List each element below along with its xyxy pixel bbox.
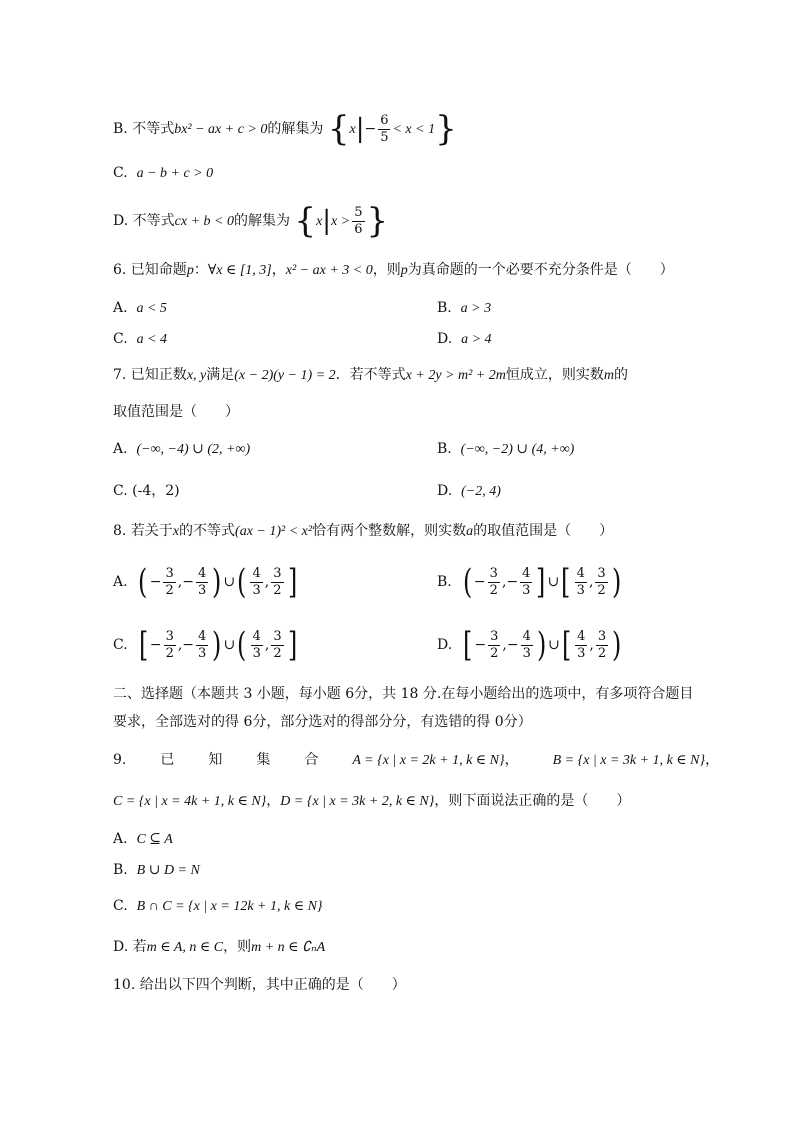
q9-option-a: A. C ⊆ A — [113, 831, 173, 847]
section-2-heading: 二、选择题（本题共 3 小题，每小题 6分，共 18 分.在每小题给出的选项中，有多项符合题目 — [113, 686, 694, 702]
q7-option-d: D. (−2, 4) — [437, 483, 501, 499]
q5-option-c: C. a − b + c > 0 — [113, 165, 214, 181]
fraction: $\frac{6}{5}$ — [380, 112, 389, 145]
q7-option-a: A. (−∞, −4) ∪ (2, +∞) — [113, 441, 251, 457]
question-7-line2: 取值范围是（ ） — [113, 404, 239, 420]
question-9: 9. 已 知 集 合 A = {x | x = 2k + 1, k ∈ N}， B = {x | x = 3k + 1, k ∈ N}， — [113, 752, 720, 768]
q6-option-a: A. a < 5 — [113, 300, 167, 316]
q6-option-c: C. a < 4 — [113, 331, 168, 347]
section-2-heading-line2: 要求，全部选对的得 6分，部分选对的得部分分，有选错的得 0分） — [113, 714, 532, 730]
question-10: 10. 给出以下四个判断，其中正确的是（ ） — [113, 977, 406, 993]
q7-option-c: C. (-4，2) — [113, 483, 180, 499]
question-7: 7. 已知正数x, y满足(x − 2)(y − 1) = 2．若不等式x + 2y > m² + 2m恒成立，则实数m的 — [113, 367, 628, 383]
q5-option-b: B. 不等式bx² − ax + c > 0的解集为 {x|− $\frac{6}{5}$ < x < 1} — [113, 109, 457, 149]
q9-option-c: C. B ∩ C = {x | x = 12k + 1, k ∈ N} — [113, 898, 323, 914]
q8-option-b: B. ( − $\frac{3}{2}$ ,− $\frac{4}{3}$ ] ∪[ $\frac{4}{3}$ , $\frac{3}{2}$ ) — [437, 562, 621, 602]
q5-option-d: D. 不等式cx + b < 0的解集为 {x|x > $\frac{5}{6}$ } — [113, 201, 389, 241]
q8-option-d: D. [ − $\frac{3}{2}$ ,− $\frac{4}{3}$ ) ∪[ $\frac{4}{3}$ , $\frac{3}{2}$ ) — [437, 625, 622, 665]
question-9-line2: C = {x | x = 4k + 1, k ∈ N}，D = {x | x = 3k + 2, k ∈ N}，则下面说法正确的是（ ） — [113, 793, 631, 809]
question-6: 6. 已知命题p：∀x ∈ [1, 3]，x² − ax + 3 < 0，则p为真命题的一个必要不充分条件是（ ） — [113, 262, 674, 278]
q9-option-b: B. B ∪ D = N — [113, 862, 200, 878]
fraction: $\frac{5}{6}$ — [354, 204, 363, 237]
q7-option-b: B. (−∞, −2) ∪ (4, +∞) — [437, 441, 575, 457]
q6-option-d: D. a > 4 — [437, 331, 492, 347]
q8-option-a: A. ( − $\frac{3}{2}$ ,− $\frac{4}{3}$ ) ∪( $\frac{4}{3}$ , $\frac{3}{2}$ ] — [113, 562, 297, 602]
question-8: 8. 若关于x的不等式(ax − 1)² < x²恰有两个整数解，则实数a的取值范围是（ ） — [113, 523, 614, 539]
q8-option-c: C. [ − $\frac{3}{2}$ ,− $\frac{4}{3}$ ) ∪( $\frac{4}{3}$ , $\frac{3}{2}$ ] — [113, 625, 297, 665]
q6-option-b: B. a > 3 — [437, 300, 492, 316]
q9-option-d: D. 若m ∈ A, n ∈ C，则m + n ∈ ∁ₙA — [113, 939, 326, 955]
